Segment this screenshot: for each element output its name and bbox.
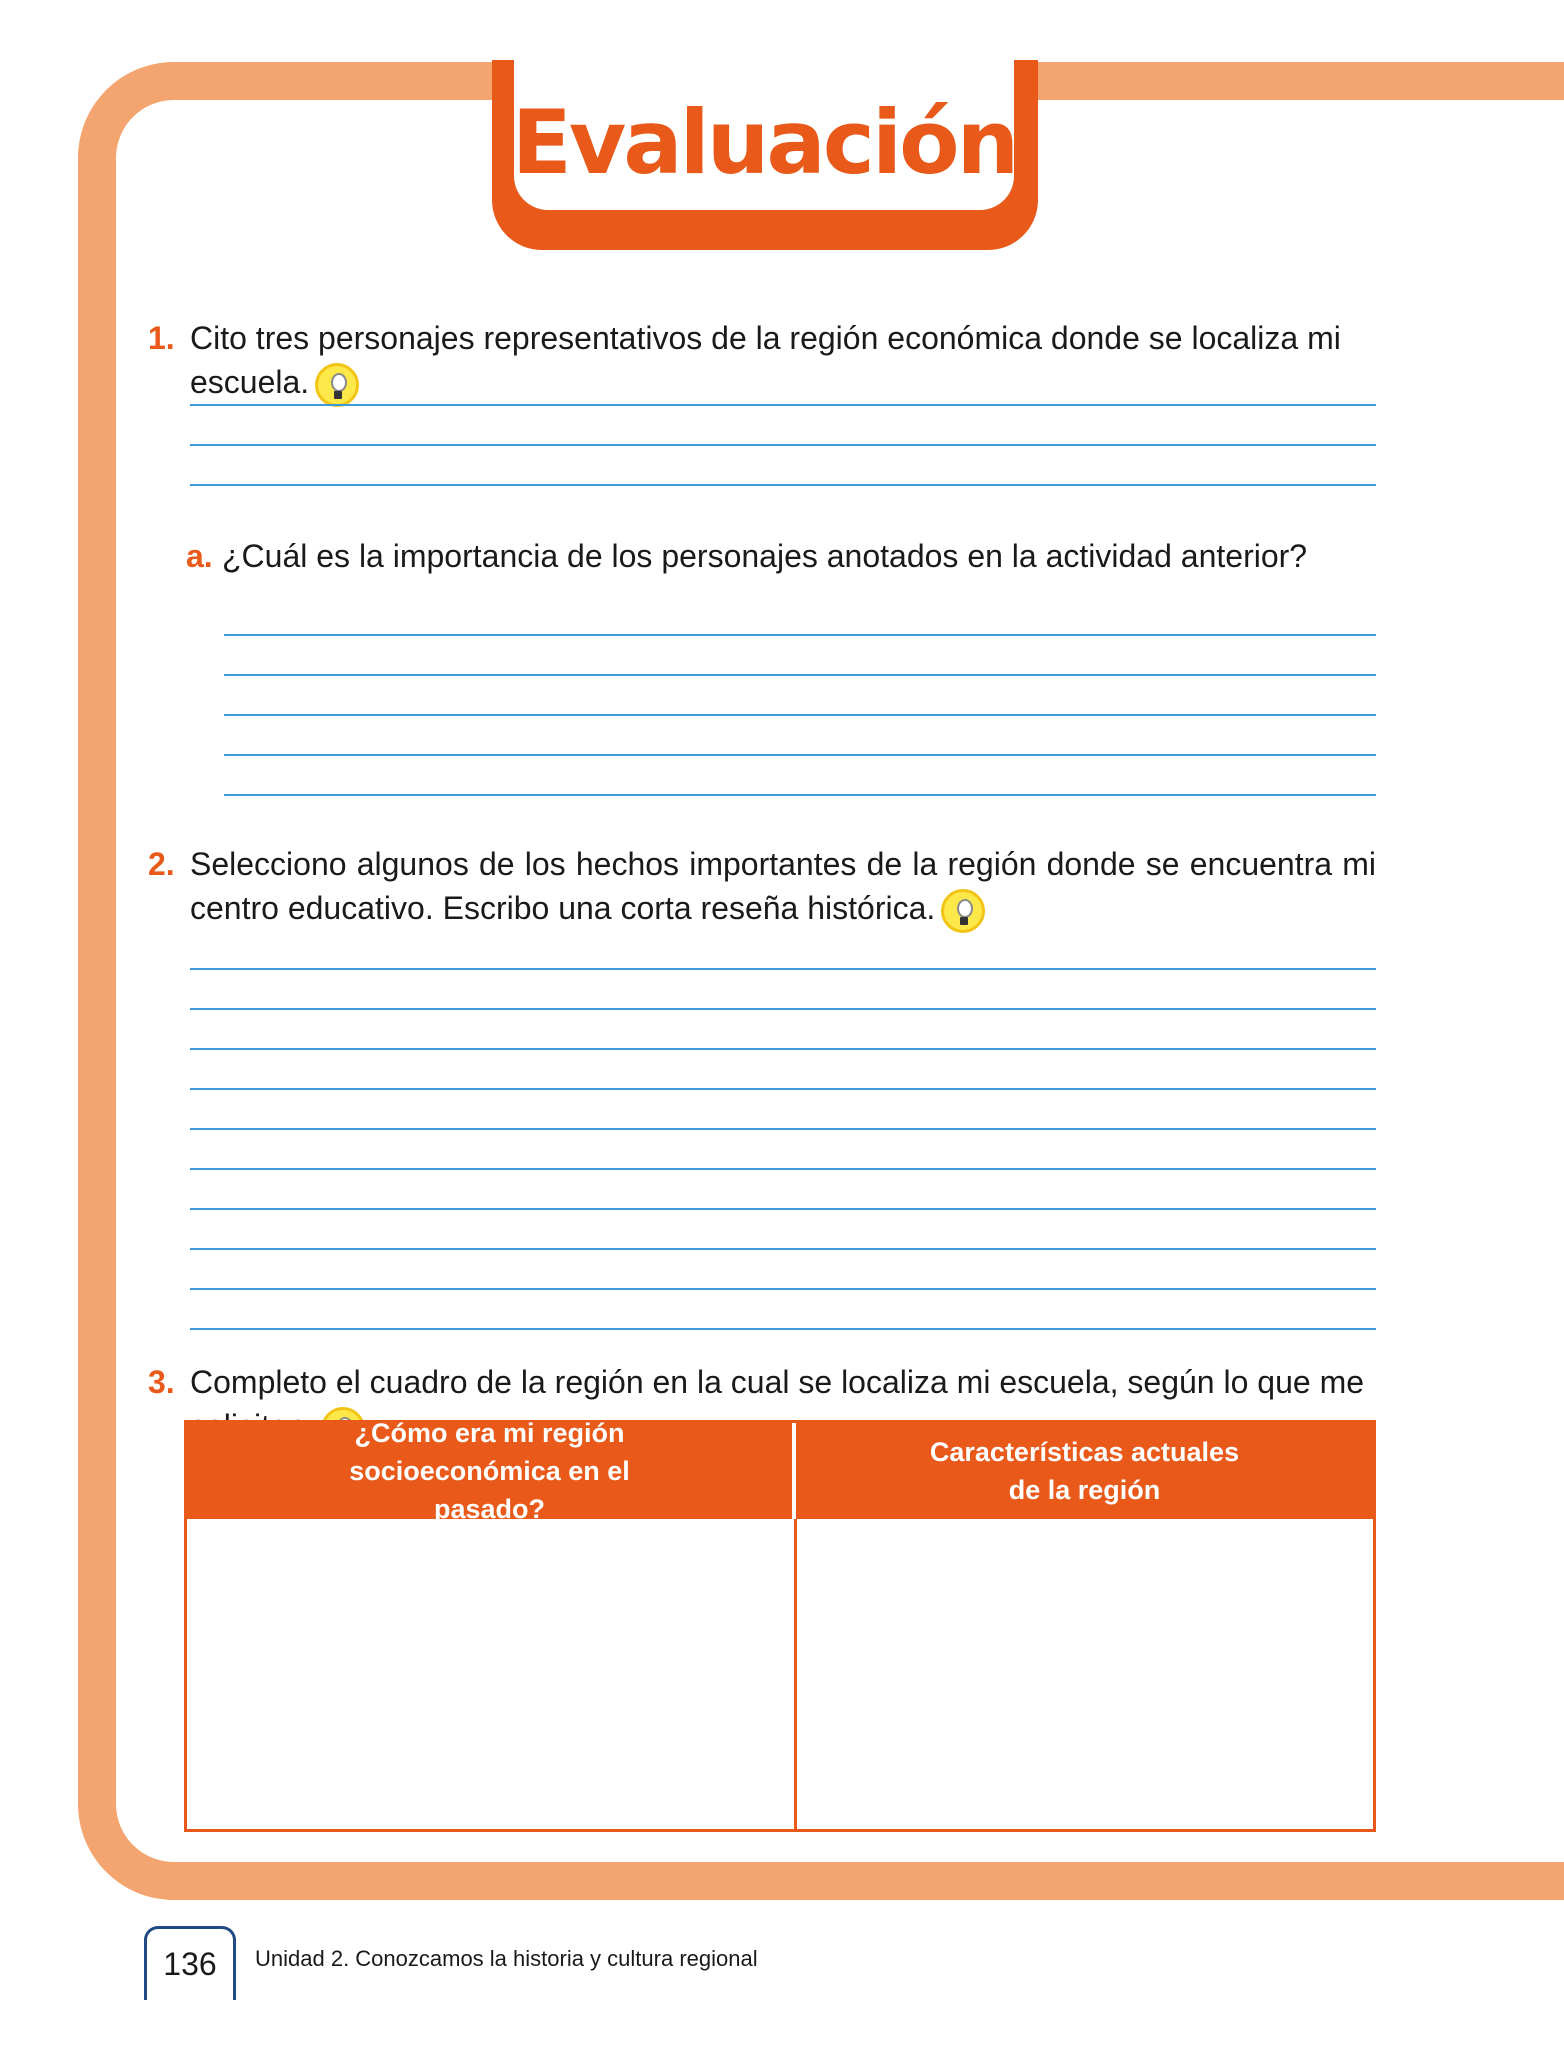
answer-line-2-10[interactable] (190, 1328, 1376, 1330)
answer-line-2-7[interactable] (190, 1208, 1376, 1210)
answer-line-1-3[interactable] (190, 484, 1376, 486)
question-1-number: 1. (148, 320, 175, 356)
table-header-current: Características actuales de la región (929, 1437, 1240, 1505)
answer-line-2-5[interactable] (190, 1128, 1376, 1130)
answer-line-2-4[interactable] (190, 1088, 1376, 1090)
question-2-label: Selecciono algunos de los hechos importantes de la región donde se encuentra mi centro educativo. Escribo una corta reseña histórica. (190, 846, 1376, 926)
answer-line-2-1[interactable] (190, 968, 1376, 970)
lightbulb-icon (315, 363, 359, 407)
table-cell-current[interactable] (797, 1519, 1373, 1829)
question-1-text (190, 316, 1400, 407)
question-2-text (190, 842, 1376, 933)
table-cell-past[interactable] (187, 1519, 791, 1829)
table-header (187, 1418, 1373, 1524)
answer-line-2-6[interactable] (190, 1168, 1376, 1170)
question-2-number: 2. (148, 846, 175, 882)
answer-line-1a-1[interactable] (224, 634, 1376, 636)
answer-line-2-3[interactable] (190, 1048, 1376, 1050)
question-1a-letter: a. (186, 538, 213, 574)
footer-unit-text: Unidad 2. Conozcamos la historia y cultura regional (255, 1946, 758, 1971)
answer-line-2-8[interactable] (190, 1248, 1376, 1250)
answer-line-1a-5[interactable] (224, 794, 1376, 796)
answer-line-1-2[interactable] (190, 444, 1376, 446)
question-3-number: 3. (148, 1364, 175, 1400)
table-header-past: ¿Cómo era mi región socioeconómica en el pasado? (187, 1423, 796, 1519)
comparison-table (184, 1420, 1376, 1832)
page-title: Evaluación (511, 90, 1017, 194)
answer-line-1a-4[interactable] (224, 754, 1376, 756)
title-box (511, 60, 1017, 210)
page-number: 136 (144, 1926, 236, 2000)
question-1-label: Cito tres personajes representativos de la región económica donde se localiza mi escuela. (190, 320, 1341, 400)
lightbulb-icon (941, 889, 985, 933)
answer-line-2-2[interactable] (190, 1008, 1376, 1010)
answer-line-1a-2[interactable] (224, 674, 1376, 676)
answer-line-1-1[interactable] (190, 404, 1376, 406)
answer-line-2-9[interactable] (190, 1288, 1376, 1290)
answer-line-1a-3[interactable] (224, 714, 1376, 716)
question-3-label: Completo el cuadro de la región en la cual se localiza mi escuela, según lo que me (190, 1364, 1365, 1400)
question-1a-text: ¿Cuál es la importancia de los personajes anotados en la actividad anterior? (222, 538, 1308, 574)
